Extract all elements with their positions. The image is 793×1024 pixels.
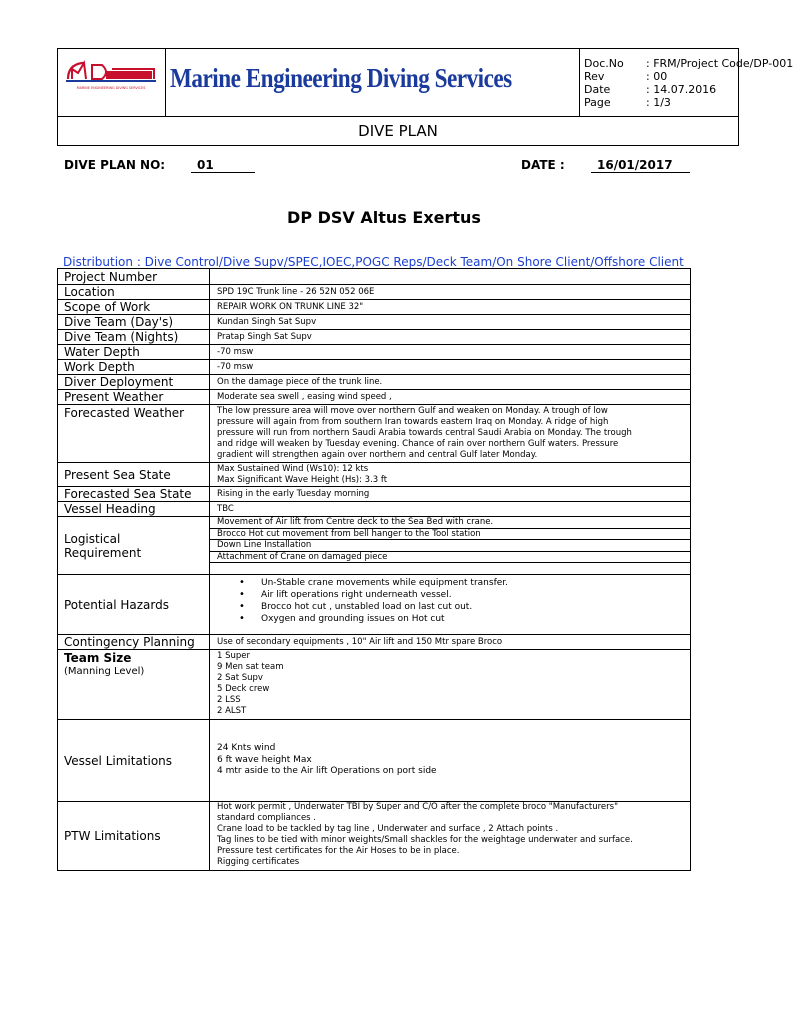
vessel-title: DP DSV Altus Exertus xyxy=(287,208,481,227)
value-ptw-limitations xyxy=(210,802,690,870)
row-present-weather xyxy=(58,390,690,405)
limitation-line: 6 ft wave height Max xyxy=(217,754,312,765)
value-present-sea-state xyxy=(210,463,690,486)
hazard-list xyxy=(217,577,690,625)
limitation-line: 24 Knts wind xyxy=(217,743,276,753)
row-water-depth xyxy=(58,345,690,360)
logo-tagline: MARINE ENGINEERING DIVING SERVICES xyxy=(76,86,146,90)
forecast-line: pressure will again from from southern Iran towards eastern Iraq on Monday. A ridge of high xyxy=(217,417,609,427)
hazard-item: • Air lift operations right underneath vessel. xyxy=(217,589,690,601)
hazard-item: • Un-Stable crane movements while equipment transfer. xyxy=(217,577,690,589)
dive-plan-no-label: DIVE PLAN NO: xyxy=(64,158,166,172)
rev-value: : 00 xyxy=(646,70,668,83)
manning-level-label: (Manning Level) xyxy=(64,666,145,677)
logistics-item: Down Line Installation xyxy=(210,540,690,552)
company-name-cell xyxy=(166,49,580,116)
value-water-depth: -70 msw xyxy=(217,346,254,357)
team-size-label: Team Size xyxy=(64,651,132,665)
label-vessel-heading: Vessel Heading xyxy=(58,502,210,516)
row-work-depth xyxy=(58,360,690,375)
value-vessel-heading: TBC xyxy=(217,503,234,514)
document-header xyxy=(57,48,793,146)
row-scope-of-work xyxy=(58,300,690,315)
value-potential-hazards xyxy=(210,575,690,634)
dive-plan-no-value: 01 xyxy=(197,158,214,172)
label-vessel-limitations: Vessel Limitations xyxy=(58,720,210,801)
document-title: DIVE PLAN xyxy=(358,122,438,140)
distribution-line: Distribution : Dive Control/Dive Supv/SPEC,IOEC,POGC Reps/Deck Team/On Shore Client/Offshore Client xyxy=(63,255,684,269)
forecast-line: The low pressure area will move over northern Gulf and weaken on Monday. A trough of low xyxy=(217,406,608,416)
logistics-item: Brocco Hot cut movement from bell hanger to the Tool station xyxy=(210,529,690,541)
row-ptw-limitations xyxy=(58,802,690,870)
doc-date-value: : 14.07.2016 xyxy=(646,83,717,96)
label-logistical-requirement xyxy=(58,517,210,574)
sea-state-line: Max Significant Wave Height (Hs): 3.3 ft xyxy=(217,475,388,485)
row-forecasted-sea-state xyxy=(58,487,690,502)
limitation-line: 4 mtr aside to the Air lift Operations on port side xyxy=(217,766,437,776)
label-scope-of-work: Scope of Work xyxy=(58,300,210,314)
value-dive-team-day: Kundan Singh Sat Supv xyxy=(217,316,317,327)
value-logistical-requirement xyxy=(210,517,690,574)
label-forecasted-sea-state: Forecasted Sea State xyxy=(58,487,210,501)
label-present-weather: Present Weather xyxy=(58,390,210,404)
label-present-sea-state: Present Sea State xyxy=(58,463,210,486)
ptw-line: Tag lines to be tied with minor weights/Small shackles for the weightage underwater and surface. xyxy=(217,835,633,845)
logistics-item: Attachment of Crane on damaged piece xyxy=(210,552,690,564)
label-potential-hazards: Potential Hazards xyxy=(58,575,210,634)
logistics-item: Movement of Air lift from Centre deck to the Sea Bed with crane. xyxy=(210,517,690,529)
ptw-line: Rigging certificates xyxy=(217,857,300,867)
value-forecasted-weather xyxy=(210,405,690,462)
page-value: : 1/3 xyxy=(646,96,671,109)
team-line: 2 ALST xyxy=(217,706,247,716)
row-vessel-heading xyxy=(58,502,690,517)
doc-date-label: Date xyxy=(584,83,611,96)
forecast-line: gradient will strengthen again over northern and central Gulf later Monday. xyxy=(217,450,538,460)
logo-cell xyxy=(58,49,166,116)
team-line: 9 Men sat team xyxy=(217,662,284,672)
label-water-depth: Water Depth xyxy=(58,345,210,359)
row-location xyxy=(58,285,690,300)
label-work-depth: Work Depth xyxy=(58,360,210,374)
team-line: 5 Deck crew xyxy=(217,684,270,694)
value-vessel-limitations xyxy=(210,720,690,801)
ptw-line: Pressure test certificates for the Air Hoses to be in place. xyxy=(217,846,460,856)
date-value: 16/01/2017 xyxy=(597,158,673,172)
team-line: 2 LSS xyxy=(217,695,241,705)
label-diver-deployment: Diver Deployment xyxy=(58,375,210,389)
date-underline xyxy=(591,172,690,173)
ptw-line: standard compliances . xyxy=(217,813,317,823)
date-label: DATE : xyxy=(521,158,565,172)
row-diver-deployment xyxy=(58,375,690,390)
value-scope-of-work: REPAIR WORK ON TRUNK LINE 32" xyxy=(217,301,364,312)
forecast-line: and ridge will weaken by Tuesday evening. Chance of rain over northern Gulf waters. Pressure xyxy=(217,439,619,449)
row-vessel-limitations xyxy=(58,720,690,802)
doc-no-value: : FRM/Project Code/DP-001 xyxy=(646,57,793,70)
value-dive-team-nights: Pratap Singh Sat Supv xyxy=(217,331,312,342)
logistical-label-line: Requirement xyxy=(64,545,142,560)
label-team-size xyxy=(58,650,210,719)
value-diver-deployment: On the damage piece of the trunk line. xyxy=(217,376,383,387)
hazard-item: • Brocco hot cut , unstabled load on last cut out. xyxy=(217,601,690,613)
row-forecasted-weather xyxy=(58,405,690,463)
row-dive-team-nights xyxy=(58,330,690,345)
label-project-number: Project Number xyxy=(58,269,210,284)
row-project-number xyxy=(58,269,690,285)
team-line: 2 Sat Supv xyxy=(217,673,263,683)
logistics-item xyxy=(210,563,690,574)
label-dive-team-day: Dive Team (Day's) xyxy=(58,315,210,329)
row-present-sea-state xyxy=(58,463,690,487)
label-forecasted-weather: Forecasted Weather xyxy=(58,405,210,462)
rev-label: Rev xyxy=(584,70,605,83)
ptw-line: Hot work permit , Underwater TBI by Super and C/O after the complete broco "Manufacturers" xyxy=(217,802,618,812)
dive-plan-no-underline xyxy=(191,172,255,173)
doc-no-label: Doc.No xyxy=(584,57,624,70)
label-contingency-planning: Contingency Planning xyxy=(58,635,210,649)
value-location: SPD 19C Trunk line - 26 52N 052 06E xyxy=(217,286,375,297)
sea-state-line: Max Sustained Wind (Ws10): 12 kts xyxy=(217,464,369,474)
value-team-size xyxy=(210,650,690,719)
hazard-item: • Oxygen and grounding issues on Hot cut xyxy=(217,613,690,625)
team-line: 1 Super xyxy=(217,651,251,661)
dive-plan-table xyxy=(57,268,691,871)
row-potential-hazards xyxy=(58,575,690,635)
forecast-line: pressure will run from northern Saudi Arabia towards central Saudi Arabia on Monday. The trough xyxy=(217,428,632,438)
label-location: Location xyxy=(58,285,210,299)
header-top-row xyxy=(58,49,793,117)
value-contingency-planning: Use of secondary equipments , 10" Air lift and 150 Mtr spare Broco xyxy=(217,636,503,647)
label-dive-team-nights: Dive Team (Nights) xyxy=(58,330,210,344)
value-work-depth: -70 msw xyxy=(217,361,254,372)
value-forecasted-sea-state: Rising in the early Tuesday morning xyxy=(217,488,370,499)
page-label: Page xyxy=(584,96,611,109)
row-logistical-requirement xyxy=(58,517,690,575)
row-contingency-planning xyxy=(58,635,690,650)
value-project-number xyxy=(210,269,690,284)
logistical-label-line: Logistical xyxy=(64,531,121,546)
row-team-size xyxy=(58,650,690,720)
row-dive-team-day xyxy=(58,315,690,330)
label-ptw-limitations: PTW Limitations xyxy=(58,802,210,870)
company-logo xyxy=(58,49,164,115)
ptw-line: Crane load to be tackled by tag line , Underwater and surface , 2 Attach points . xyxy=(217,824,559,834)
value-present-weather: Moderate sea swell , easing wind speed , xyxy=(217,391,392,402)
company-name: Marine Engineering Diving Services xyxy=(170,63,512,93)
